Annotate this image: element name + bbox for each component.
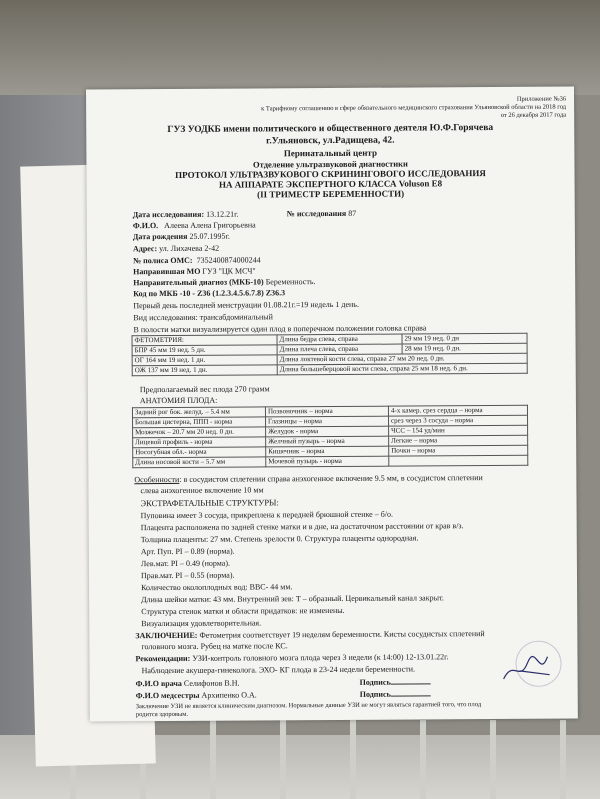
oms-value: 7352400874000244 — [196, 255, 261, 265]
address-row — [133, 244, 219, 255]
table-cell: Легкие – норма — [389, 435, 528, 446]
referral-value: ГУЗ "ЦК МСЧ" — [202, 266, 256, 276]
appendix-line3: от 26 декабря 2017 года — [500, 111, 567, 119]
referral-row — [133, 266, 256, 277]
fio-label: Ф.И.О. — [132, 221, 159, 231]
table-cell: срез через 3 сосуда – норма — [389, 415, 528, 426]
extrafetal-line: Структура стенок матки и области придатков: не изменены. — [141, 605, 345, 617]
recommendation-text1: УЗИ-контроль головного мозга плода через 3 недели (к 14:00) 12-13.01.22г. — [192, 652, 449, 663]
exam-date-row — [133, 210, 239, 221]
anatomy-heading: АНАТОМИЯ ПЛОДА: — [139, 395, 218, 406]
diagnosis-label: Направительный диагноз (МКБ-10) — [133, 277, 264, 288]
fetometry-table — [132, 333, 528, 376]
lmp-line: Первый день последней менструации 01.08.21г.=19 недель 1 день. — [133, 299, 359, 311]
exam-number-label: № исследования — [286, 208, 347, 219]
features-text1: : в сосудистом сплетении справа анэхогенное включение 9.5 мм, в сосудистом сплетении — [179, 473, 483, 484]
table-cell: ОГ 164 мм 19 нед. 1 дн. — [132, 355, 277, 366]
table-cell: Длина плеча слева, справа — [277, 344, 402, 355]
nurse-signature — [360, 689, 431, 699]
exam-date-label: Дата исследования: — [132, 209, 205, 220]
exam-date: 13.12.21г. — [206, 209, 239, 219]
table-cell: Кишечник – норма — [266, 446, 389, 457]
department-name: Отделение ультразвуковой диагностики — [252, 158, 408, 170]
exam-number: 87 — [348, 208, 357, 218]
table-cell: Длина локтевой кости слева, справа 27 мм 20 нед. 0 дн. — [277, 353, 527, 365]
extrafetal-line: Плацента расположена по задней стенке матки и в дне, на достаточном расстоянии от крав в/з. — [140, 521, 464, 533]
nurse-label: Ф.И.О медсестры — [135, 690, 200, 701]
table-cell: Задний рог бок. желуд. – 5.4 мм — [132, 407, 265, 418]
extrafetal-line: Арт. Пуп. PI – 0.89 (норма). — [140, 546, 235, 557]
conclusion-label: ЗАКЛЮЧЕНИЕ: — [135, 630, 198, 641]
signature-label: Подпись — [359, 677, 391, 687]
doctor-row — [136, 679, 240, 690]
center-name: Перинатальный центр — [283, 147, 377, 159]
extrafetal-line: Толщина плаценты: 27 мм. Степень зрелости 0. Структура плаценты однородная. — [140, 533, 419, 545]
table-cell: Длина большеберцовой кости слева, справа 25 мм 18 нед. 6 дн. — [277, 363, 527, 375]
address-label: Адрес: — [132, 244, 158, 254]
table-cell: 4-х камер. срез сердца – норма — [388, 405, 527, 416]
recommendation-label: Рекомендации: — [135, 653, 191, 664]
fio-row — [133, 220, 256, 231]
signature-label: Подпись — [359, 689, 391, 699]
estimated-weight: Предполагаемый вес плода 270 грамм — [139, 384, 270, 395]
protocol-subtitle: НА АППАРАТЕ ЭКСПЕРТНОГО КЛАССА Voluson E8 — [218, 178, 443, 190]
footer-disclaimer-line1: Заключение УЗИ не является клиническим диагнозом. Нормальные данные УЗИ не могут являться гарантией того, что плод — [135, 701, 482, 711]
table-cell: Носогубная обл.- норма — [133, 447, 266, 458]
table-cell: 29 мм 19 нед. 0 дн — [402, 333, 527, 344]
extrafetal-line: Лев.мат. PI – 0.49 (норма). — [140, 558, 231, 569]
table-cell: Мочевой пузырь - норма — [266, 456, 389, 467]
table-cell: Желудок - норма — [266, 426, 389, 437]
features-line2: слева анэхогенное включение 10 мм — [140, 485, 264, 496]
features-line1 — [134, 473, 482, 485]
table-row — [132, 363, 527, 375]
recommendation-line1 — [135, 652, 448, 664]
features-label: Особенности — [134, 474, 180, 485]
table-row — [133, 455, 528, 467]
background-wall — [0, 0, 600, 95]
table-cell — [389, 455, 528, 466]
org-address: г.Ульяновск, ул.Радищева, 42. — [266, 135, 395, 147]
table-cell: Позвоночник – норма — [265, 406, 388, 417]
table-cell: Желчный пузырь – норма — [266, 436, 389, 447]
conclusion-line1 — [135, 629, 484, 641]
diagnosis-row — [133, 277, 315, 288]
table-cell: Глазницы – норма — [266, 416, 389, 427]
signature-line — [391, 695, 431, 696]
extrafetal-line: Прав.мат. PI – 0.55 (норма). — [140, 570, 235, 581]
patient-name: Алеева Алена Григорьевна — [164, 220, 256, 231]
table-cell: Большая цистерна, ППП - норма — [133, 417, 266, 428]
dob-label: Дата рождения — [132, 231, 188, 242]
appendix-number: Приложение №36 — [516, 95, 567, 103]
icd-row — [133, 288, 285, 299]
protocol-title: ПРОТОКОЛ УЛЬТРАЗВУКОВОГО СКРИНИНГОВОГО ИССЛЕДОВАНИЯ — [175, 168, 486, 180]
extrafetal-line: Длина шейки матки: 43 мм. Внутренний зев: Т – образный. Цервикальный канал закрыт. — [141, 593, 444, 605]
uterus-line: В полости матки визуализируется один плод в поперечном положении головка справа — [133, 323, 427, 335]
exam-type-line: Вид исследования: трансабдоминальный — [133, 312, 273, 323]
appendix-line2: к Тарифному соглашению в сфере обязательного медицинского страхования Ульяновской области на 2018 год — [261, 103, 567, 113]
table-cell: Длина бедра слева, справа — [277, 334, 402, 345]
signature-line — [391, 683, 431, 684]
table-cell: 28 мм 19 нед. 0 дн. — [402, 343, 527, 354]
table-cell: Мозжечок – 20.7 мм 20 нед. 0 дн. — [133, 427, 266, 438]
fetometry-header: ФЕТОМЕТРИЯ: — [132, 335, 277, 346]
dob-value: 25.07.1995г. — [189, 231, 230, 241]
table-cell: ЧСС – 154 уд/мин — [389, 425, 528, 436]
referral-label: Направившая МО — [133, 266, 201, 277]
protocol-trimester: (II ТРИМЕСТР БЕРЕМЕННОСТИ) — [257, 188, 405, 200]
address-value: ул. Лихачева 2-42 — [159, 243, 220, 254]
diagnosis-value: Беременность. — [265, 277, 316, 287]
extrafetal-line: Визуализация удовлетворительная. — [141, 618, 262, 629]
org-name: ГУЗ УОДКБ имени политического и общественного деятеля Ю.Ф.Горячева — [167, 123, 494, 135]
table-cell: Лицевой профиль - норма — [133, 437, 266, 448]
ultrasound-protocol-document — [86, 87, 578, 722]
conclusion-line2: головного мозга. Рубец на матке после КС. — [141, 641, 288, 652]
doctor-signature — [360, 677, 431, 687]
icd-value: Z36.3 — [265, 288, 286, 298]
extrafetal-line: Количество околоплодных вод: ВВС- 44 мм. — [141, 582, 293, 593]
recommendation-line2: Наблюдение акушера-гинеколога. ЭХО- КГ плода в 23-24 недели беременности. — [141, 664, 416, 676]
dob-row — [133, 232, 230, 243]
signature-scribble-icon — [499, 649, 559, 689]
doctor-name: Селифонов В.Н. — [183, 678, 240, 688]
conclusion-text1: Фетометрия соответствует 19 неделям беременности. Кисты сосудистых сплетений — [199, 629, 485, 640]
anatomy-table — [132, 405, 528, 468]
icd-label: Код по МКБ -10 - Z36 (1.2.3.4.5.6.7.8) — [133, 288, 264, 299]
doctor-label: Ф.И.О врача — [135, 678, 182, 689]
table-cell: БПР 45 мм 19 нед. 5 дн. — [132, 345, 277, 356]
extrafetal-heading: ЭКСТРАФЕТАЛЬНЫЕ СТРУКТУРЫ: — [140, 497, 279, 509]
footer-disclaimer-line2: родится здоровым. — [135, 710, 189, 719]
nurse-name: Архипенко О.А. — [201, 690, 257, 700]
table-cell: ОЖ 137 мм 19 нед. 1 дн. — [132, 365, 277, 376]
table-cell: Почки – норма — [389, 445, 528, 456]
extrafetal-line: Пуповина имеет 3 сосуда, прикреплена к передней брюшной стенке – б/о. — [140, 509, 394, 521]
oms-label: № полиса ОМС: — [133, 255, 193, 266]
table-cell: Длина носовой кости – 5.7 мм — [133, 457, 266, 468]
oms-row — [133, 255, 261, 266]
exam-number-row — [287, 209, 356, 219]
nurse-row — [136, 690, 257, 701]
